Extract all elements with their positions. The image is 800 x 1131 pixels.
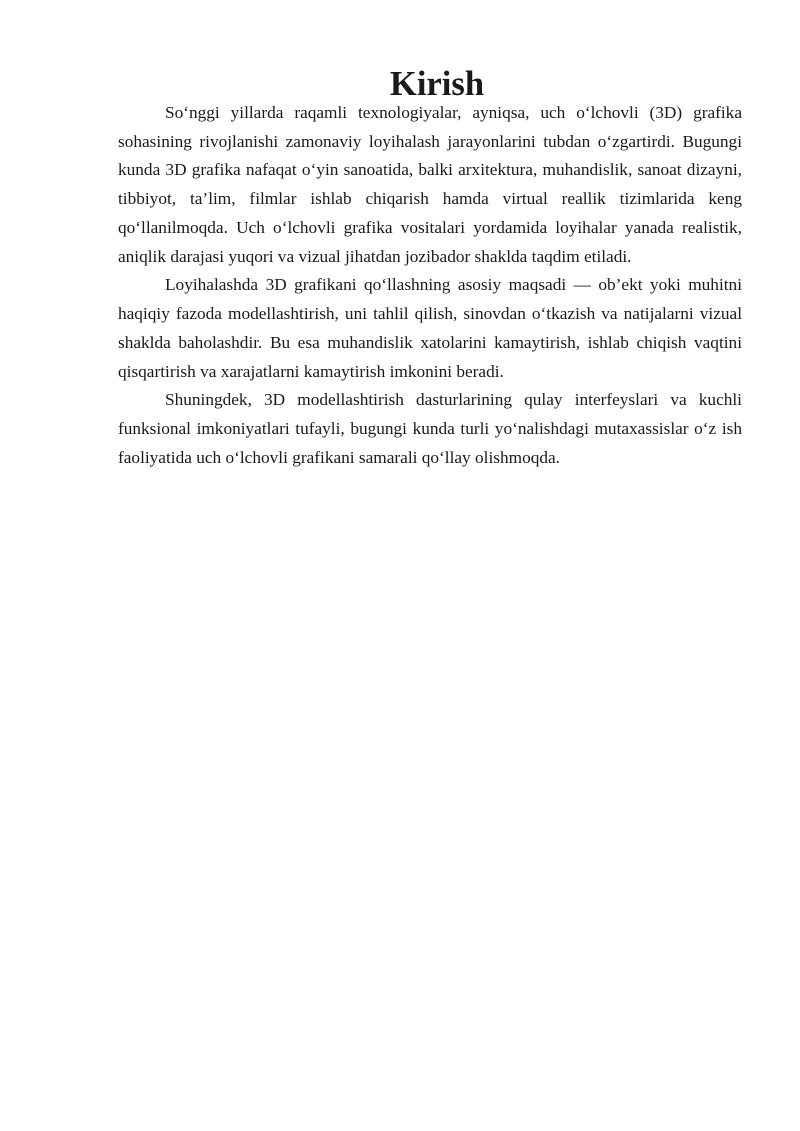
paragraph-2: Loyihalashda 3D grafikani qo‘llashning asosiy maqsadi — ob’ekt yoki muhitni haqiqiy fazoda modellashtirish, uni tahlil qilish, sinovdan o‘tkazish va natijalarni vizual shaklda baholashdir. Bu esa muhandislik xatolarini kamaytirish, ishlab chiqish vaqtini qisqartirish va xarajatlarni kamaytirish imkonini beradi. xyxy=(118,275,742,381)
document-body xyxy=(118,65,742,473)
paragraph-1: So‘nggi yillarda raqamli texnologiyalar, ayniqsa, uch o‘lchovli (3D) grafika sohasining rivojlanishi zamonaviy loyihalash jarayonlarini tubdan o‘zgartirdi. Bugungi kunda 3D grafika nafaqat o‘yin sanoatida, balki arxitektura, muhandislik, sanoat dizayni, tibbiyot, ta’lim, filmlar ishlab chiqarish hamda virtual reallik tizimlarida keng qo‘llanilmoqda. Uch o‘lchovli grafika vositalari yordamida loyihalar yanada realistik, aniqlik darajasi yuqori va vizual jihatdan jozibador shaklda taqdim etiladi. xyxy=(118,102,742,266)
paragraph-3: Shuningdek, 3D modellashtirish dasturlarining qulay interfeyslari va kuchli funksional imkoniyatlari tufayli, bugungi kunda turli yo‘nalishdagi mutaxassislar o‘z ish faoliyatida uch o‘lchovli grafikani samarali qo‘llay olishmoqda. xyxy=(118,390,742,467)
page-title: Kirish xyxy=(389,65,485,103)
